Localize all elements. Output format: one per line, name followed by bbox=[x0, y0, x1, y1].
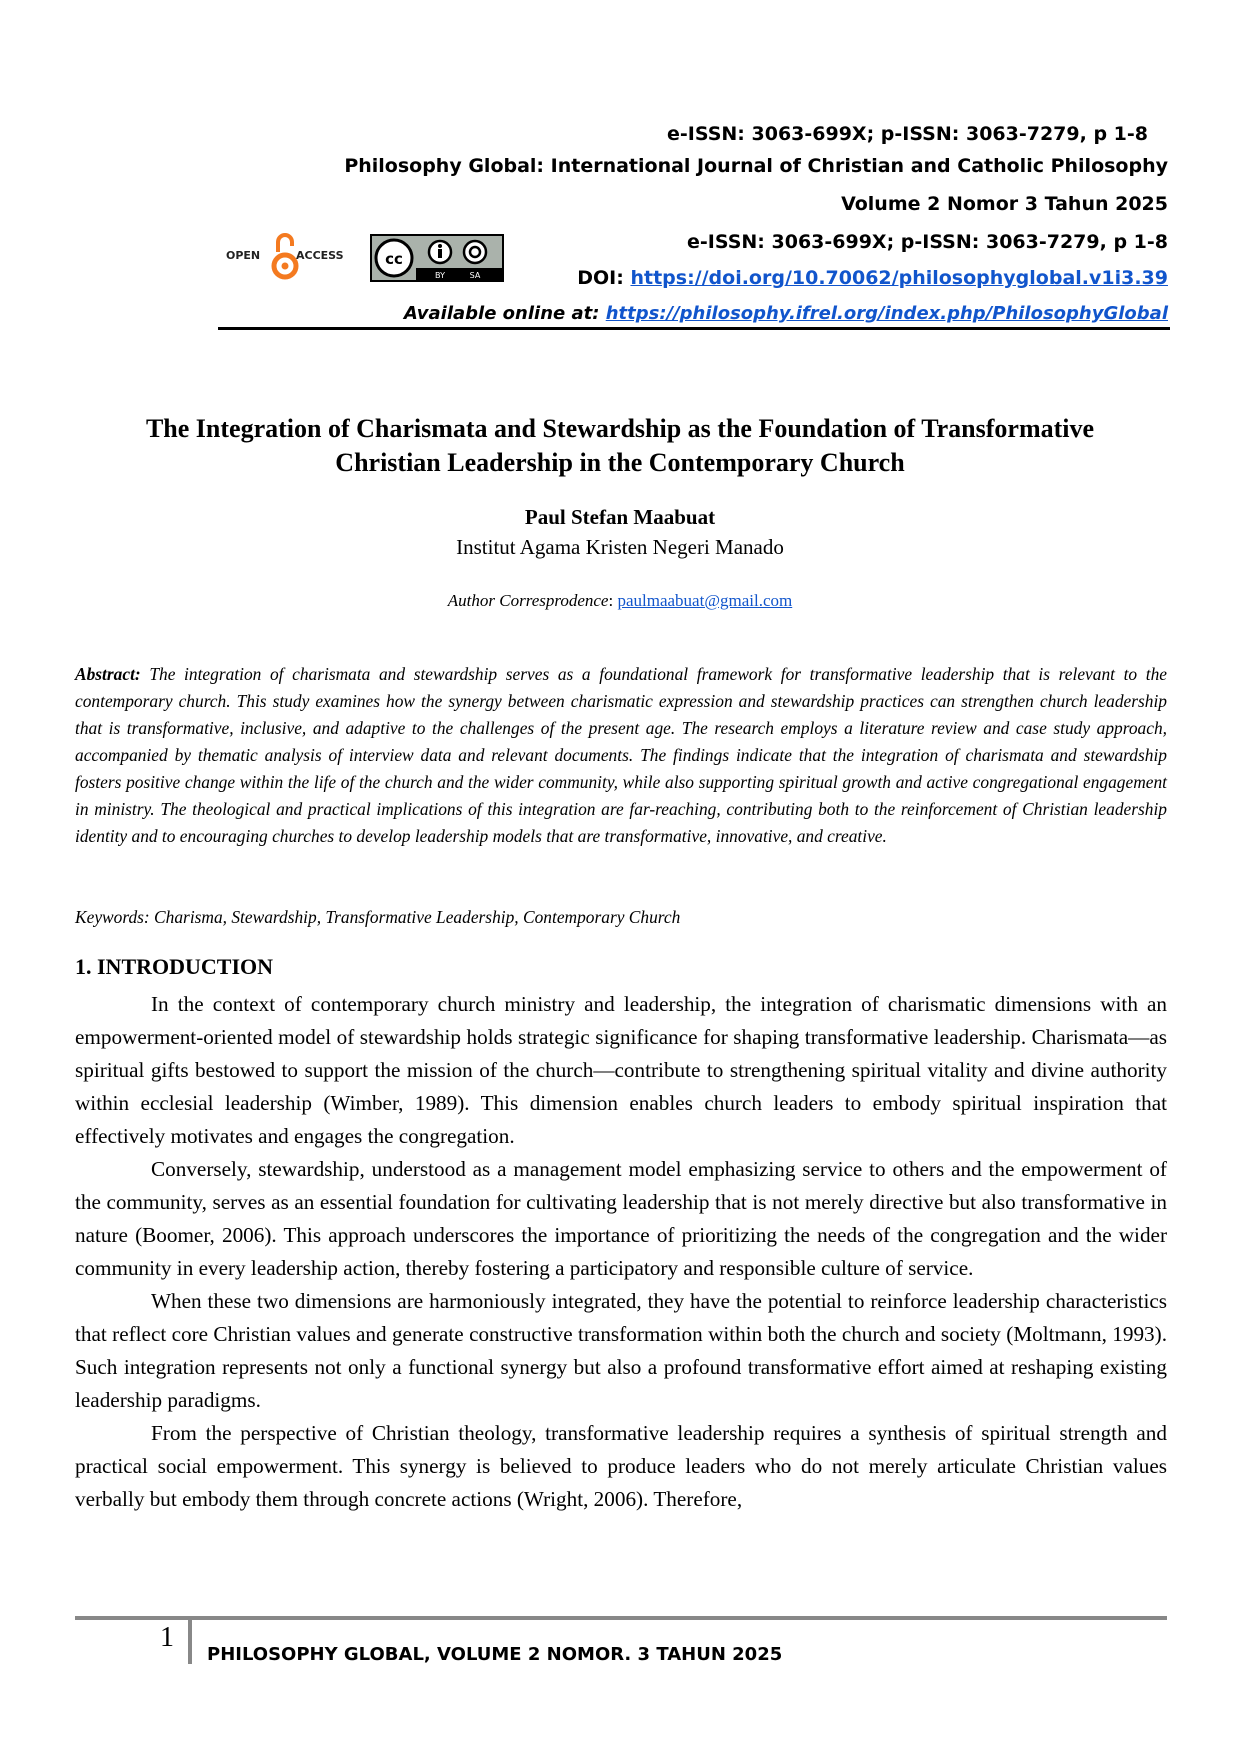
creative-commons-icon bbox=[372, 236, 502, 280]
paragraph: When these two dimensions are harmoniously integrated, they have the potential to reinforce leadership characteristics that reflect core Christian values and generate constructive transformation within both the church and society (Moltmann, 1993). Such integration represents not only a functional synergy but also a profound transformative effort aimed at reshaping existing leadership paradigms. bbox=[75, 1289, 1167, 1412]
available-online-line bbox=[404, 302, 1168, 326]
title-line-2: Christian Leadership in the Contemporary Church bbox=[335, 448, 905, 477]
keywords: Keywords: Charisma, Stewardship, Transformative Leadership, Contemporary Church bbox=[75, 907, 681, 927]
journal-header bbox=[0, 0, 1240, 340]
cc-by-sa-logo bbox=[370, 234, 504, 282]
abstract-text: The integration of charismata and stewardship serves as a foundational framework for transformative leadership that is relevant to the contemporary church. This study examines how the synergy between charismatic expression and stewardship practices can strengthen church leadership that is transformative, inclusive, and adaptive to the challenges of the present age. The research employs a literature review and case study approach, accompanied by thematic analysis of interview data and relevant documents. The findings indicate that the integration of charismata and stewardship fosters positive change within the life of the church and the wider community, while also supporting spiritual growth and active congregational engagement in ministry. The theological and practical implications of this integration are far-reaching, contributing both to the reinforcement of Christian leadership identity and to encouraging churches to develop leadership models that are transformative, innovative, and creative. bbox=[75, 664, 1167, 846]
author-affiliation: Institut Agama Kristen Negeri Manado bbox=[456, 535, 784, 559]
paragraph: Conversely, stewardship, understood as a management model emphasizing service to others and the empowerment of the community, serves as an essential foundation for cultivating leadership that is not merely directive but also transformative in nature (Boomer, 2006). This approach underscores the importance of prioritizing the needs of the congregation and the wider community in every leadership action, thereby fostering a participatory and responsible culture of service. bbox=[75, 1157, 1167, 1280]
correspondence-sep: : bbox=[608, 591, 618, 610]
doi-line bbox=[577, 266, 1168, 290]
volume-info: Volume 2 Nomor 3 Tahun 2025 bbox=[841, 193, 1168, 215]
open-access-right-text: ACCESS bbox=[296, 249, 344, 262]
page-number: 1 bbox=[160, 1622, 174, 1653]
issn-top: e-ISSN: 3063-699X; p-ISSN: 3063-7279, p 1-8 bbox=[667, 123, 1148, 145]
correspondence-line bbox=[0, 591, 1240, 611]
svg-text:cc: cc bbox=[385, 250, 403, 268]
open-access-left-text: OPEN bbox=[226, 249, 261, 262]
footer-divider bbox=[75, 1616, 1167, 1620]
author-name: Paul Stefan Maabuat bbox=[524, 505, 716, 529]
issn-repeat: e-ISSN: 3063-699X; p-ISSN: 3063-7279, p 1-8 bbox=[687, 231, 1168, 253]
body-text bbox=[75, 988, 1167, 1516]
doi-label: DOI: bbox=[577, 267, 631, 289]
paragraph: In the context of contemporary church ministry and leadership, the integration of charismatic dimensions with an empowerment-oriented model of stewardship holds strategic significance for shaping transformative leadership. Charismata—as spiritual gifts bestowed to support the mission of the church—contribute to strengthening spiritual vitality and divine authority within ecclesial leadership (Wimber, 1989). This dimension enables church leaders to embody spiritual inspiration that effectively motivates and engages the congregation. bbox=[75, 992, 1167, 1148]
paragraph: From the perspective of Christian theology, transformative leadership requires a synthesis of spiritual strength and practical social empowerment. This synergy is believed to produce leaders who do not merely articulate Christian values verbally but embody them through concrete actions (Wright, 2006). Therefore, bbox=[75, 1421, 1167, 1511]
available-label: Available online at: bbox=[403, 303, 606, 324]
journal-url-link[interactable]: https://philosophy.ifrel.org/index.php/PhilosophyGlobal bbox=[605, 303, 1168, 324]
abstract-label: Abstract: bbox=[75, 664, 141, 684]
footer-running-title: PHILOSOPHY GLOBAL, VOLUME 2 NOMOR. 3 TAHUN 2025 bbox=[207, 1644, 783, 1665]
header-divider bbox=[218, 327, 1170, 330]
title-line-1: The Integration of Charismata and Stewardship as the Foundation of Transformative bbox=[145, 414, 1095, 443]
correspondence-label: Author Corresprodence bbox=[447, 591, 609, 610]
article-title bbox=[60, 412, 1180, 480]
doi-link[interactable]: https://doi.org/10.70062/philosophyglobal.v1i3.39 bbox=[630, 267, 1168, 289]
abstract bbox=[75, 661, 1167, 850]
footer-vertical-bar bbox=[188, 1620, 192, 1664]
journal-name: Philosophy Global: International Journal of Christian and Catholic Philosophy bbox=[344, 155, 1168, 177]
open-access-logo bbox=[226, 232, 356, 284]
author-email-link[interactable]: paulmaabuat@gmail.com bbox=[617, 591, 793, 610]
section-heading: 1. INTRODUCTION bbox=[75, 954, 274, 979]
cc-by-text: BY bbox=[435, 271, 445, 280]
cc-sa-text: SA bbox=[469, 271, 481, 280]
